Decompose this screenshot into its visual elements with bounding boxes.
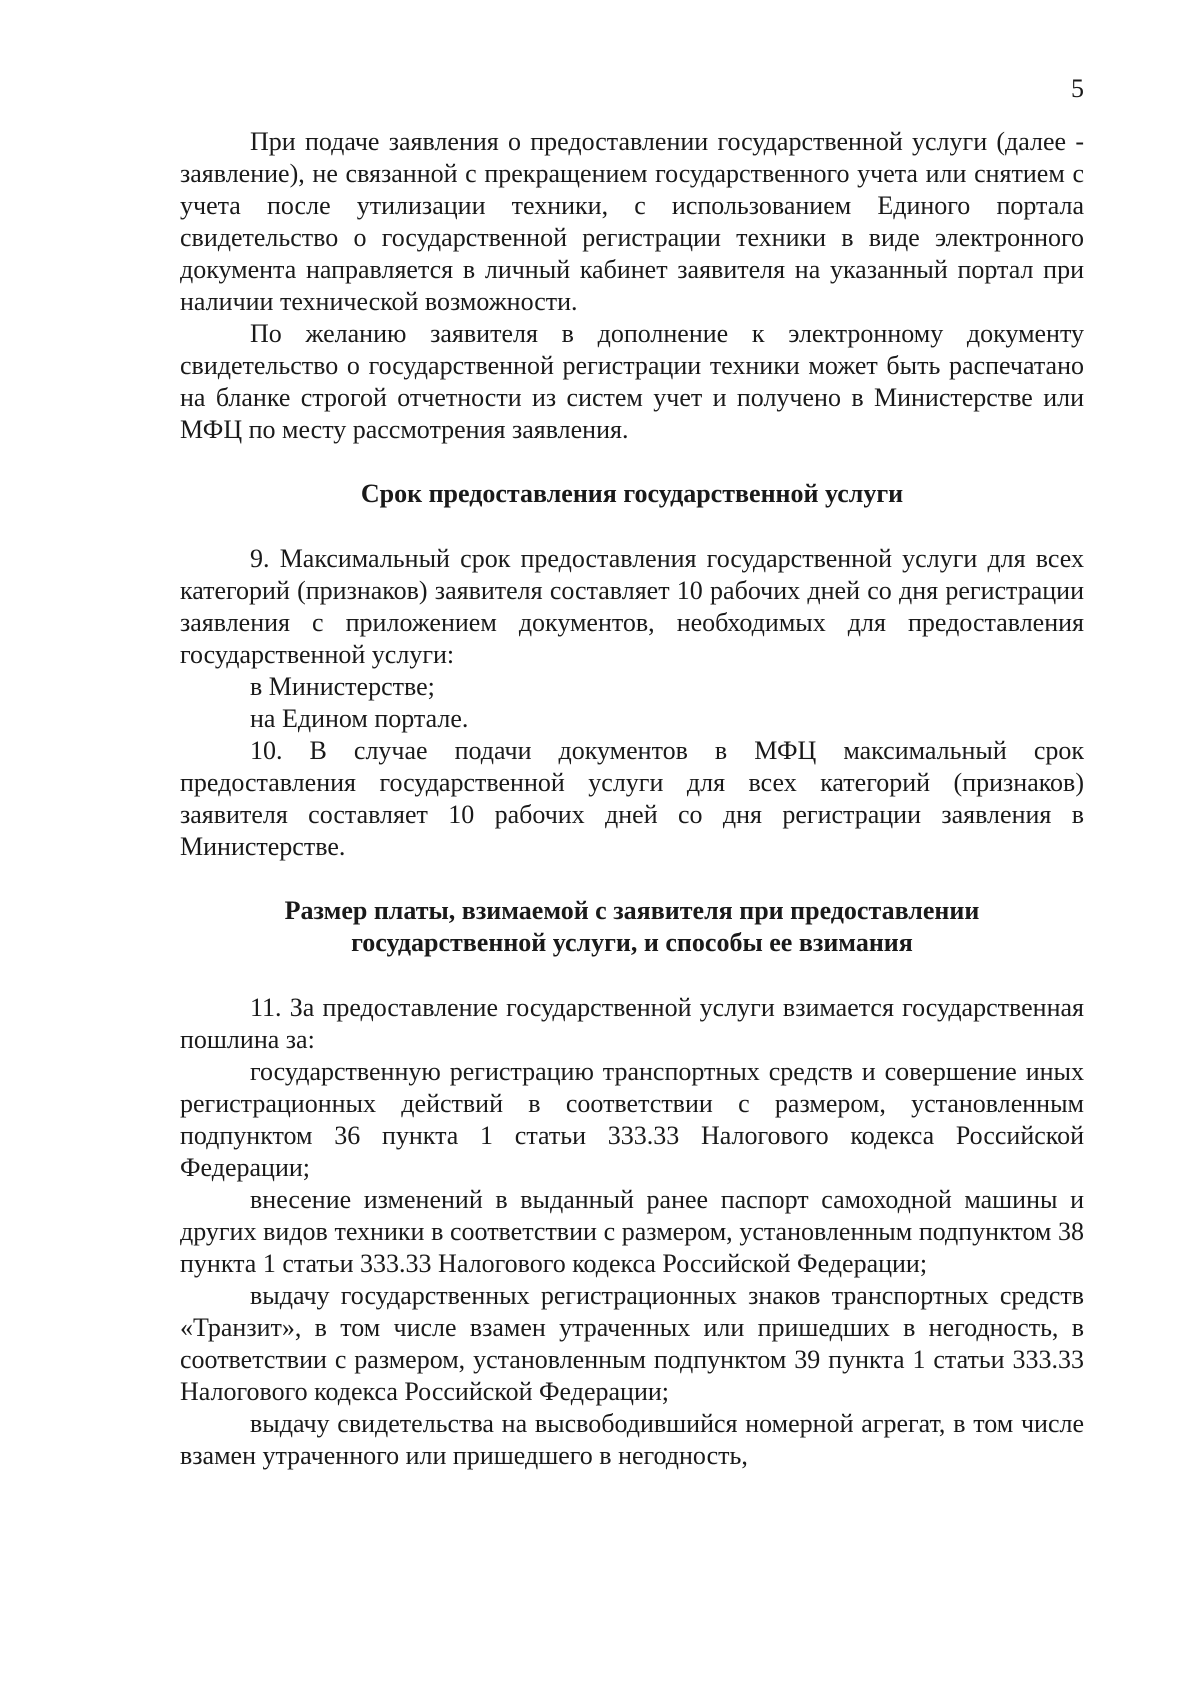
clause-11: 11. За предоставление государственной услуги взимается государственная пошлина за: [180, 993, 1084, 1054]
clause-11-item-transit-plates: выдачу государственных регистрационных знаков транспортных средств «Транзит», в том числе взамен утраченных или пришедших в негодность, в соответствии с размером, установленным подпунктом 39 пункта 1 статьи 333.33 Налогового кодекса Российской Федерации; [180, 1281, 1084, 1406]
page-number: 5 [1071, 74, 1084, 103]
heading-term: Срок предоставления государственной услуги [360, 479, 904, 508]
clause-11-item-unit-certificate: выдачу свидетельства на высвободившийся номерной агрегат, в том числе взамен утраченного или пришедшего в негодность, [180, 1409, 1084, 1470]
intro-paragraph-1: При подаче заявления о предоставлении государственной услуги (далее - заявление), не связанной с прекращением государственного учета или снятием с учета после утилизации техники, с использованием Единого портала свидетельство о государственной регистрации техники в виде электронного документа направляется в личный кабинет заявителя на указанный портал при наличии технической возможности. [180, 127, 1084, 316]
clause-9-item-ministry: в Министерстве; [250, 672, 435, 701]
clause-11-item-passport-changes: внесение изменений в выданный ранее паспорт самоходной машины и других видов техники в соответствии с размером, установленным подпунктом 38 пункта 1 статьи 333.33 Налогового кодекса Российской Федерации; [180, 1185, 1084, 1278]
heading-fee-line-1: Размер платы, взимаемой с заявителя при предоставлении [284, 896, 980, 925]
clause-10: 10. В случае подачи документов в МФЦ максимальный срок предоставления государственной услуги для всех категорий (признаков) заявителя составляет 10 рабочих дней со дня регистрации заявления в Министерстве. [180, 736, 1084, 861]
clause-9: 9. Максимальный срок предоставления государственной услуги для всех категорий (признаков) заявителя составляет 10 рабочих дней со дня регистрации заявления с приложением документов, необходимых для предоставления государственной услуги: [180, 544, 1084, 669]
intro-paragraph-2: По желанию заявителя в дополнение к электронному документу свидетельство о государственной регистрации техники может быть распечатано на бланке строгой отчетности из систем учет и получено в Министерстве или МФЦ по месту рассмотрения заявления. [180, 319, 1084, 444]
section-heading-term [180, 478, 1084, 510]
clause-11-item-registration: государственную регистрацию транспортных средств и совершение иных регистрационных действий в соответствии с размером, установленным подпунктом 36 пункта 1 статьи 333.33 Налогового кодекса Российской Федерации; [180, 1057, 1084, 1182]
heading-fee-line-2: государственной услуги, и способы ее взимания [351, 928, 913, 957]
clause-9-item-portal: на Едином портале. [250, 704, 469, 733]
section-heading-fee [180, 895, 1084, 959]
document-body [180, 126, 1084, 1472]
